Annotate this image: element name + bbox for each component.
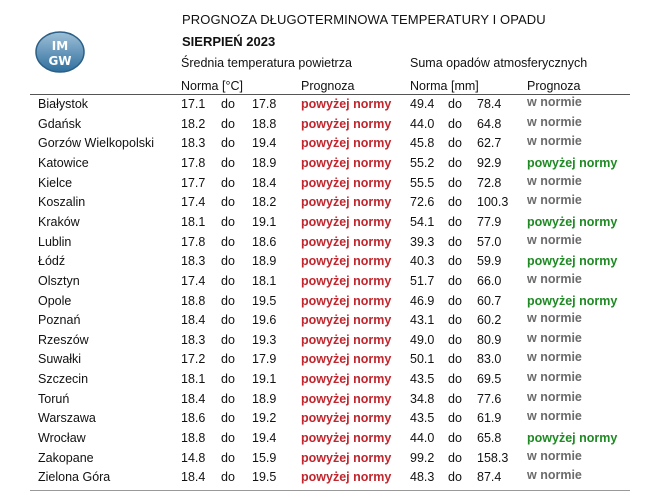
imgw-logo	[34, 30, 86, 74]
precip-forecast: w normie	[527, 370, 582, 385]
precip-forecast: w normie	[527, 311, 582, 326]
table-bottom-rule	[30, 490, 630, 491]
precip-norm-separator: do	[448, 234, 462, 249]
precip-norm-min: 99.2	[410, 450, 435, 465]
table-row	[0, 134, 664, 154]
temp-norm-max: 18.9	[252, 155, 277, 170]
city-name: Suwałki	[38, 352, 82, 367]
temp-norm-separator: do	[221, 97, 235, 111]
precip-norm-max: 87.4	[477, 470, 502, 485]
precip-norm-min: 55.2	[410, 155, 435, 170]
precip-norm-max: 66.0	[477, 273, 502, 288]
precip-forecast: w normie	[527, 193, 582, 208]
precip-norm-min: 34.8	[410, 391, 435, 406]
precip-norm-separator: do	[448, 450, 462, 465]
precip-forecast: powyżej normy	[527, 293, 618, 308]
city-name: Wrocław	[38, 431, 86, 446]
city-name: Katowice	[38, 155, 89, 170]
precip-norm-separator: do	[448, 136, 462, 151]
temp-norm-max: 19.2	[252, 411, 277, 426]
temp-norm-min: 14.8	[181, 450, 206, 465]
temp-forecast: powyżej normy	[301, 175, 392, 190]
precip-norm-max: 69.5	[477, 372, 502, 387]
temp-norm-min: 18.2	[181, 116, 206, 131]
temp-norm-max: 18.6	[252, 234, 277, 249]
table-row	[0, 390, 664, 410]
precip-norm-max: 78.4	[477, 97, 502, 111]
temp-norm-max: 18.2	[252, 195, 277, 210]
city-name: Toruń	[38, 391, 70, 406]
temp-norm-min: 18.4	[181, 313, 206, 328]
precip-norm-max: 83.0	[477, 352, 502, 367]
temp-norm-separator: do	[221, 195, 235, 210]
temp-norm-min: 18.8	[181, 431, 206, 446]
temp-norm-separator: do	[221, 175, 235, 190]
temp-norm-separator: do	[221, 313, 235, 328]
precip-forecast: w normie	[527, 389, 582, 404]
table-row	[0, 193, 664, 213]
precip-norm-separator: do	[448, 470, 462, 485]
temp-norm-min: 18.3	[181, 136, 206, 151]
table-row	[0, 350, 664, 370]
temp-norm-min: 18.4	[181, 470, 206, 485]
table-row	[0, 115, 664, 135]
temp-forecast: powyżej normy	[301, 313, 392, 328]
precip-norm-min: 46.9	[410, 293, 435, 308]
temp-norm-min: 18.8	[181, 293, 206, 308]
temp-forecast: powyżej normy	[301, 234, 392, 249]
table-row	[0, 252, 664, 272]
group-header-precipitation: Suma opadów atmosferycznych	[410, 56, 588, 70]
precip-norm-min: 48.3	[410, 470, 435, 485]
temp-forecast: powyżej normy	[301, 450, 392, 465]
precip-norm-max: 77.9	[477, 214, 502, 229]
temp-norm-max: 18.9	[252, 391, 277, 406]
precip-norm-max: 65.8	[477, 431, 502, 446]
temp-forecast: powyżej normy	[301, 352, 392, 367]
city-name: Warszawa	[38, 411, 96, 426]
table-row	[0, 409, 664, 429]
temp-norm-min: 18.3	[181, 254, 206, 269]
temp-norm-max: 17.8	[252, 97, 277, 111]
temp-forecast: powyżej normy	[301, 97, 392, 111]
temp-norm-min: 18.1	[181, 372, 206, 387]
city-name: Gdańsk	[38, 116, 82, 131]
temp-forecast: powyżej normy	[301, 214, 392, 229]
city-name: Zielona Góra	[38, 470, 111, 485]
temp-norm-min: 18.3	[181, 332, 206, 347]
precip-norm-min: 72.6	[410, 195, 435, 210]
temp-forecast: powyżej normy	[301, 293, 392, 308]
precip-forecast: w normie	[527, 448, 582, 463]
precip-norm-min: 50.1	[410, 352, 435, 367]
precip-norm-max: 80.9	[477, 332, 502, 347]
temp-norm-separator: do	[221, 391, 235, 406]
temp-norm-max: 15.9	[252, 450, 277, 465]
temp-norm-max: 18.8	[252, 116, 277, 131]
imgw-logo-graphic	[34, 30, 86, 74]
precip-norm-separator: do	[448, 313, 462, 328]
precip-norm-separator: do	[448, 411, 462, 426]
precip-norm-min: 43.5	[410, 372, 435, 387]
temp-norm-min: 17.4	[181, 195, 206, 210]
precip-norm-min: 39.3	[410, 234, 435, 249]
precip-norm-separator: do	[448, 195, 462, 210]
temp-norm-min: 17.8	[181, 234, 206, 249]
table-row	[0, 331, 664, 351]
logo-text-top: IM	[51, 39, 69, 53]
precip-norm-max: 72.8	[477, 175, 502, 190]
temp-norm-separator: do	[221, 411, 235, 426]
temp-norm-min: 18.1	[181, 214, 206, 229]
temp-norm-separator: do	[221, 372, 235, 387]
precip-norm-min: 54.1	[410, 214, 435, 229]
temp-norm-separator: do	[221, 293, 235, 308]
temp-norm-max: 19.6	[252, 313, 277, 328]
temp-norm-separator: do	[221, 450, 235, 465]
temp-norm-max: 19.4	[252, 431, 277, 446]
precip-norm-separator: do	[448, 254, 462, 269]
precip-norm-separator: do	[448, 352, 462, 367]
temp-forecast: powyżej normy	[301, 470, 392, 485]
precip-norm-max: 57.0	[477, 234, 502, 249]
precip-norm-min: 49.4	[410, 97, 435, 111]
precip-norm-separator: do	[448, 293, 462, 308]
precip-norm-separator: do	[448, 332, 462, 347]
temp-norm-min: 17.4	[181, 273, 206, 288]
precip-forecast: w normie	[527, 468, 582, 483]
precip-forecast: powyżej normy	[527, 431, 618, 446]
temp-norm-separator: do	[221, 332, 235, 347]
precip-forecast: w normie	[527, 134, 582, 149]
city-name: Kraków	[38, 214, 80, 229]
temp-forecast: powyżej normy	[301, 431, 392, 446]
temp-forecast: powyżej normy	[301, 254, 392, 269]
temp-norm-max: 17.9	[252, 352, 277, 367]
temp-norm-separator: do	[221, 234, 235, 249]
temp-norm-min: 18.6	[181, 411, 206, 426]
column-header-norm-precip: Norma [mm]	[410, 79, 479, 93]
precip-norm-min: 40.3	[410, 254, 435, 269]
temp-forecast: powyżej normy	[301, 155, 392, 170]
table-row	[0, 174, 664, 194]
precip-forecast: w normie	[527, 271, 582, 286]
temp-norm-separator: do	[221, 155, 235, 170]
table-row	[0, 311, 664, 331]
precip-forecast: w normie	[527, 114, 582, 129]
temp-norm-min: 17.8	[181, 155, 206, 170]
city-name: Kielce	[38, 175, 73, 190]
precip-norm-min: 44.0	[410, 116, 435, 131]
temp-norm-separator: do	[221, 470, 235, 485]
city-name: Poznań	[38, 313, 81, 328]
city-name: Rzeszów	[38, 332, 89, 347]
precip-norm-separator: do	[448, 116, 462, 131]
precip-norm-max: 60.7	[477, 293, 502, 308]
temp-norm-min: 17.2	[181, 352, 206, 367]
precip-norm-max: 61.9	[477, 411, 502, 426]
table-row	[0, 468, 664, 488]
city-name: Koszalin	[38, 195, 86, 210]
precip-norm-min: 45.8	[410, 136, 435, 151]
precip-norm-separator: do	[448, 214, 462, 229]
precip-forecast: w normie	[527, 95, 582, 109]
temp-norm-max: 19.4	[252, 136, 277, 151]
city-name: Lublin	[38, 234, 72, 249]
precip-norm-max: 62.7	[477, 136, 502, 151]
column-header-norm-temp: Norma [°C]	[181, 79, 243, 93]
temp-norm-separator: do	[221, 214, 235, 229]
precip-forecast: w normie	[527, 409, 582, 424]
group-header-temperature: Średnia temperatura powietrza	[181, 56, 352, 70]
precip-norm-min: 55.5	[410, 175, 435, 190]
page-subtitle: SIERPIEŃ 2023	[182, 34, 276, 49]
temp-norm-max: 18.1	[252, 273, 277, 288]
temp-norm-max: 19.5	[252, 293, 277, 308]
table-row	[0, 292, 664, 312]
temp-forecast: powyżej normy	[301, 332, 392, 347]
table-row	[0, 429, 664, 449]
precip-norm-separator: do	[448, 175, 462, 190]
precip-norm-min: 49.0	[410, 332, 435, 347]
temp-forecast: powyżej normy	[301, 116, 392, 131]
precip-norm-max: 158.3	[477, 450, 509, 465]
city-name: Opole	[38, 293, 72, 308]
precip-norm-separator: do	[448, 97, 462, 111]
temp-forecast: powyżej normy	[301, 195, 392, 210]
precip-forecast: w normie	[527, 350, 582, 365]
precip-norm-max: 92.9	[477, 155, 502, 170]
temp-norm-separator: do	[221, 254, 235, 269]
precip-norm-max: 60.2	[477, 313, 502, 328]
page-title: PROGNOZA DŁUGOTERMINOWA TEMPERATURY I OPADU	[182, 12, 546, 27]
temp-norm-min: 18.4	[181, 391, 206, 406]
temp-forecast: powyżej normy	[301, 273, 392, 288]
precip-norm-min: 43.1	[410, 313, 435, 328]
table-row	[0, 213, 664, 233]
city-name: Szczecin	[38, 372, 89, 387]
precip-norm-separator: do	[448, 273, 462, 288]
precip-norm-min: 43.5	[410, 411, 435, 426]
precip-forecast: w normie	[527, 232, 582, 247]
city-name: Zakopane	[38, 450, 94, 465]
temp-norm-separator: do	[221, 136, 235, 151]
temp-norm-max: 18.4	[252, 175, 277, 190]
city-name: Białystok	[38, 97, 89, 111]
column-header-forecast-temp: Prognoza	[301, 79, 355, 93]
precip-norm-max: 64.8	[477, 116, 502, 131]
precip-norm-max: 59.9	[477, 254, 502, 269]
precip-forecast: w normie	[527, 173, 582, 188]
table-row	[0, 95, 664, 115]
table-row	[0, 370, 664, 390]
temp-forecast: powyżej normy	[301, 391, 392, 406]
table-row	[0, 449, 664, 469]
column-header-forecast-precip: Prognoza	[527, 79, 581, 93]
precip-forecast: powyżej normy	[527, 214, 618, 229]
precip-norm-max: 100.3	[477, 195, 509, 210]
temp-norm-max: 19.1	[252, 214, 277, 229]
temp-forecast: powyżej normy	[301, 136, 392, 151]
precip-forecast: powyżej normy	[527, 155, 618, 170]
city-name: Łódź	[38, 254, 66, 269]
precip-norm-min: 51.7	[410, 273, 435, 288]
temp-norm-separator: do	[221, 352, 235, 367]
precip-norm-separator: do	[448, 431, 462, 446]
temp-forecast: powyżej normy	[301, 372, 392, 387]
city-name: Olsztyn	[38, 273, 80, 288]
precip-norm-min: 44.0	[410, 431, 435, 446]
temp-forecast: powyżej normy	[301, 411, 392, 426]
temp-norm-separator: do	[221, 431, 235, 446]
temp-norm-separator: do	[221, 116, 235, 131]
city-name: Gorzów Wielkopolski	[38, 136, 155, 151]
precip-norm-separator: do	[448, 391, 462, 406]
temp-norm-max: 19.5	[252, 470, 277, 485]
precip-norm-max: 77.6	[477, 391, 502, 406]
logo-text-bottom: GW	[48, 54, 72, 68]
temp-norm-max: 19.1	[252, 372, 277, 387]
table-row	[0, 154, 664, 174]
temp-norm-max: 19.3	[252, 332, 277, 347]
precip-norm-separator: do	[448, 155, 462, 170]
precip-forecast: powyżej normy	[527, 254, 618, 269]
precip-forecast: w normie	[527, 330, 582, 345]
temp-norm-min: 17.7	[181, 175, 206, 190]
temp-norm-max: 18.9	[252, 254, 277, 269]
table-row	[0, 272, 664, 292]
temp-norm-min: 17.1	[181, 97, 206, 111]
table-row	[0, 233, 664, 253]
temp-norm-separator: do	[221, 273, 235, 288]
precip-norm-separator: do	[448, 372, 462, 387]
